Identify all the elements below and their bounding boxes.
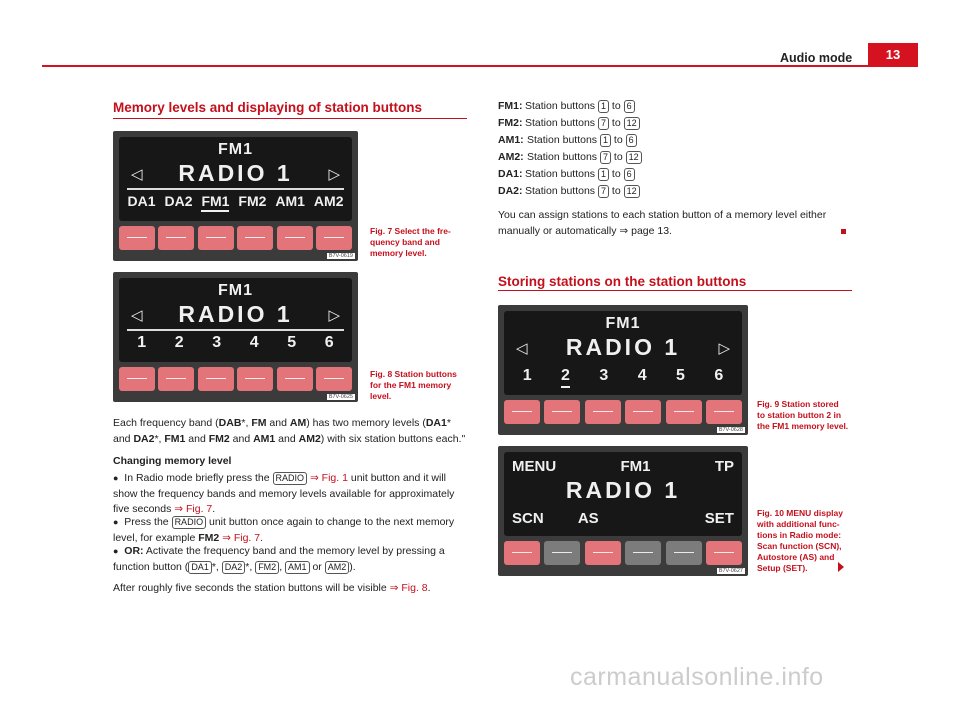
figure-7-caption: Fig. 7 Select the fre- quency band and memory level. [370, 226, 451, 258]
hardware-button [277, 226, 313, 250]
subheading-changing-memory: Changing memory level [113, 455, 232, 467]
figure-10-radio-menu-display [498, 446, 748, 576]
station-number: 4 [249, 334, 259, 351]
bullet-item: ● OR: Activate the frequency band and the memory level by pressing a function button ( DA1 *, DA2 *, FM2 , AM1 or AM2 ). [113, 545, 445, 573]
lcd-screen [119, 278, 352, 362]
station-number: 3 [599, 367, 609, 384]
figure-code: B7V-0619 [328, 253, 353, 259]
hardware-button [316, 367, 352, 391]
figure-8-radio-display [113, 272, 358, 402]
continue-arrow-icon [838, 562, 844, 572]
lcd-screen [504, 452, 742, 536]
lcd-station-numbers [123, 334, 348, 352]
band-da2: DA2 [164, 193, 193, 209]
fm2-key-label: FM2 [255, 561, 279, 574]
figure-9-caption: Fig. 9 Station stored to station button 2 in the FM1 memory level. [757, 399, 849, 431]
hardware-button [237, 367, 273, 391]
lcd-station-numbers [508, 367, 738, 385]
radio-key-label: RADIO [172, 516, 207, 529]
da2-key-label: DA2 [222, 561, 246, 574]
band-am1: AM1 [275, 193, 305, 209]
lcd-radio-label: RADIO 1 [565, 334, 681, 360]
hardware-button [119, 367, 155, 391]
scn-label: SCN [512, 510, 544, 527]
section-heading-memory: Memory levels and displaying of station buttons [113, 100, 423, 115]
figure-8-caption: Fig. 8 Station buttons for the FM1 memory level. [370, 369, 457, 401]
band-fm1: FM1 [201, 193, 230, 209]
radio-key-label: RADIO [273, 472, 308, 485]
hardware-button [706, 400, 742, 424]
after-paragraph: After roughly five seconds the station buttons will be visible ⇒ Fig. 8. [113, 582, 431, 594]
station-number-selected: 2 [561, 367, 570, 384]
station-number: 5 [287, 334, 297, 351]
section-heading-rule [498, 290, 852, 291]
band-am2: AM2 [313, 193, 344, 209]
hardware-button [706, 541, 742, 565]
hardware-buttons [119, 226, 352, 250]
lcd-band-label: FM1 [605, 315, 641, 332]
lcd-top-row [504, 458, 742, 475]
lcd-band-label: FM1 [620, 458, 651, 475]
arrow-left-icon: ◁ [131, 307, 143, 324]
hardware-button [544, 400, 580, 424]
hardware-button [504, 541, 540, 565]
hardware-button [237, 226, 273, 250]
lcd-band-list [123, 193, 348, 209]
arrow-left-icon: ◁ [516, 340, 528, 357]
hardware-button [544, 541, 580, 565]
lcd-separator [127, 329, 344, 331]
figure-7-radio-display [113, 131, 358, 261]
arrow-left-icon: ◁ [131, 166, 143, 183]
station-number: 3 [212, 334, 222, 351]
end-of-section-marker [841, 229, 846, 234]
station-number: 6 [324, 334, 334, 351]
hardware-button [666, 541, 702, 565]
bullet-item: ● Press the RADIO unit button once again to change to the next memory level, for example FM2 ⇒ Fig. 7. [113, 516, 455, 544]
watermark: carmanualsonline.info [570, 663, 824, 691]
bullet-item: ● In Radio mode briefly press the RADIO ⇒ Fig. 1 unit button and it will show the frequency bands and memory levels available for approximately five seconds ⇒ Fig. 7. [113, 472, 455, 515]
as-label: AS [577, 510, 599, 527]
lcd-band-label: FM1 [218, 141, 253, 158]
hardware-button [119, 226, 155, 250]
hardware-button [585, 541, 621, 565]
lcd-band-label: FM1 [218, 282, 253, 299]
arrow-right-icon: ▷ [718, 340, 730, 357]
figure-code: B7V-0628 [718, 427, 743, 433]
station-number: 1 [137, 334, 147, 351]
da1-key-label: DA1 [188, 561, 212, 574]
hardware-button [198, 367, 234, 391]
lcd-function-row [504, 510, 742, 527]
hardware-button [625, 541, 661, 565]
band-da1: DA1 [127, 193, 156, 209]
hardware-button [158, 226, 194, 250]
hardware-button [625, 400, 661, 424]
am1-key-label: AM1 [285, 561, 310, 574]
arrow-right-icon: ▷ [328, 307, 340, 324]
set-label: SET [704, 510, 734, 527]
page-number-badge: 13 [868, 43, 918, 67]
station-number: 4 [637, 367, 647, 384]
lcd-screen [504, 311, 742, 395]
section-heading-rule [113, 118, 467, 119]
lcd-radio-label: RADIO 1 [178, 301, 293, 327]
lcd-separator [127, 188, 344, 190]
figure-code: B7V-0627 [718, 568, 743, 574]
lcd-radio-label: RADIO 1 [178, 160, 293, 186]
arrow-right-icon: ▷ [328, 166, 340, 183]
menu-label: MENU [512, 458, 557, 475]
station-number: 2 [174, 334, 184, 351]
hardware-button [277, 367, 313, 391]
band-fm2: FM2 [238, 193, 267, 209]
hardware-button [504, 400, 540, 424]
station-number: 1 [522, 367, 532, 384]
assign-paragraph: You can assign stations to each station button of a memory level either manually or automatically ⇒ page 13. [498, 209, 827, 237]
intro-paragraph: Each frequency band (DAB*, FM and AM) has two memory levels (DA1* and DA2*, FM1 and FM2 and AM1 and AM2) with six station buttons each." [113, 417, 466, 445]
figure-10-caption: Fig. 10 MENU display with additional func- tions in Radio mode: Scan function (SCN), Autostore (AS) and Setup (SET). [757, 508, 843, 573]
figure-9-radio-display [498, 305, 748, 435]
lcd-radio-label: RADIO 1 [565, 477, 681, 503]
lcd-screen [119, 137, 352, 221]
station-number: 5 [676, 367, 685, 384]
hardware-button [158, 367, 194, 391]
hardware-button [585, 400, 621, 424]
hardware-buttons [119, 367, 352, 391]
station-number: 6 [714, 367, 724, 384]
hardware-button [666, 400, 702, 424]
figure-code: B7V-0625 [328, 394, 353, 400]
tp-label: TP [714, 458, 734, 475]
hardware-button [316, 226, 352, 250]
hardware-buttons [504, 541, 742, 565]
header-rule [42, 65, 869, 67]
am2-key-label: AM2 [325, 561, 350, 574]
page-header-title: Audio mode [780, 51, 853, 65]
section-heading-storing: Storing stations on the station buttons [498, 274, 747, 289]
hardware-button [198, 226, 234, 250]
hardware-buttons [504, 400, 742, 424]
